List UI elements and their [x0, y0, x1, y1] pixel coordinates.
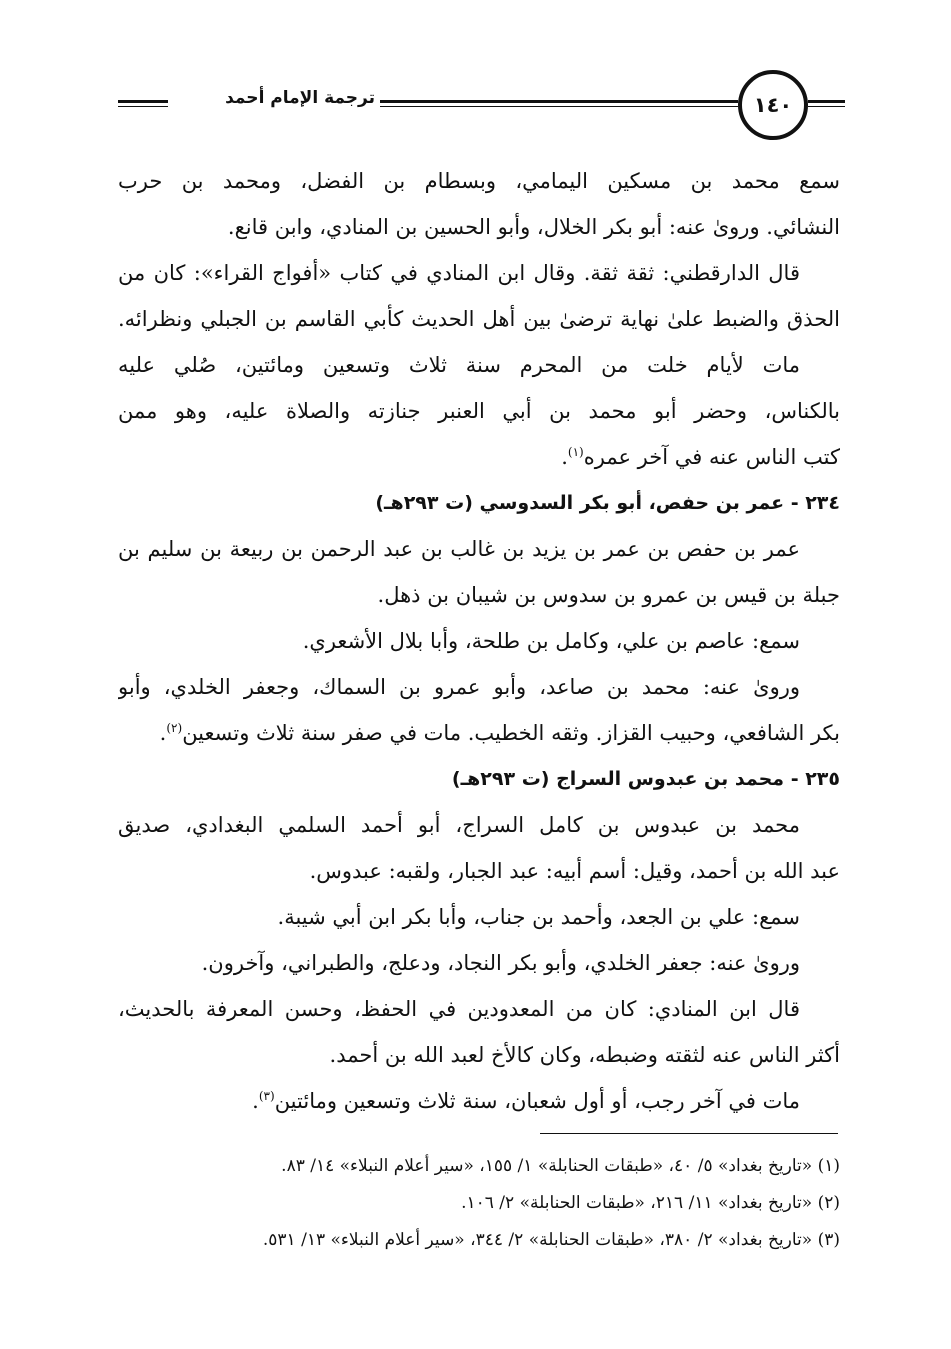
footnote-ref: (٢)	[166, 721, 183, 735]
text-span: مات في آخر رجب، أو أول شعبان، سنة ثلاث وتسعين ومائتين	[274, 1089, 800, 1113]
text-span: بكر الشافعي، وحبيب القزاز. وثقه الخطيب. مات في صفر سنة ثلاث وتسعين	[182, 721, 840, 745]
footnote-1: (١) «تاريخ بغداد» ٥/ ٤٠، «طبقات الحنابلة» ١/ ١٥٥، «سير أعلام النبلاء» ١٤/ ٨٣.	[281, 1156, 840, 1176]
text-line: محمد بن عبدوس بن كامل السراج، أبو أحمد السلمي البغدادي، صديق	[118, 813, 800, 837]
page-body	[118, 158, 840, 1124]
text-line: قال ابن المنادي: كان من المعدودين في الحفظ، وحسن المعرفة بالحديث،	[118, 997, 800, 1021]
header-rule-right	[808, 100, 845, 103]
entry-heading-235: ٢٣٥ - محمد بن عبدوس السراج (ت ٢٩٣هـ)	[451, 768, 840, 790]
header-rule-left-thin	[118, 106, 168, 107]
footnote-ref: (١)	[567, 445, 584, 459]
text-line-with-ref: مات في آخر رجب، أو أول شعبان، سنة ثلاث وتسعين ومائتين$^{(٣)}$.	[252, 1089, 800, 1113]
text-line: سمع: علي بن الجعد، وأحمد بن جناب، وأبا بكر ابن أبي شيبة.	[277, 905, 800, 929]
footnotes	[118, 1148, 840, 1259]
text-line: وروىٰ عنه: محمد بن صاعد، وأبو عمرو بن السماك، وجعفر الخلدي، وأبو	[118, 675, 800, 699]
entry-heading-234: ٢٣٤ - عمر بن حفص، أبو بكر السدوسي (ت ٢٩٣هـ)	[375, 492, 840, 514]
header-title: ترجمة الإمام أحمد	[225, 88, 375, 108]
text-line: أكثر الناس عنه لثقته وضبطه، وكان كالأخ لعبد الله بن أحمد.	[329, 1043, 840, 1067]
text-line: النشائي. وروىٰ عنه: أبو بكر الخلال، وأبو الحسين بن المنادي، وابن قانع.	[227, 215, 840, 239]
text-line: قال الدارقطني: ثقة ثقة. وقال ابن المنادي في كتاب «أفواج القراء»: كان من	[118, 261, 800, 285]
text-line: سمع محمد بن مسكين اليمامي، وبسطام بن الفضل، ومحمد بن حرب	[118, 169, 840, 193]
text-line-with-ref: بكر الشافعي، وحبيب القزاز. وثقه الخطيب. مات في صفر سنة ثلاث وتسعين$^{(٢)}$.	[159, 721, 840, 745]
text-line: مات لأيام خلت من المحرم سنة ثلاث وتسعين ومائتين، صُلي عليه	[118, 353, 800, 377]
text-line: الحذق والضبط علىٰ نهاية ترضىٰ بين أهل الحديث كأبي القاسم بن الجبلي ونظرائه.	[118, 307, 840, 331]
text-line-with-ref: كتب الناس عنه في آخر عمره$^{(١)}$.	[561, 445, 840, 469]
header-rule-middle-thin	[380, 106, 738, 107]
page-number: ١٤٠	[753, 93, 793, 117]
text-line: سمع: عاصم بن علي، وكامل بن طلحة، وأبا بلال الأشعري.	[302, 629, 800, 653]
footnote-2: (٢) «تاريخ بغداد» ١١/ ٢١٦، «طبقات الحنابلة» ٢/ ١٠٦.	[461, 1193, 840, 1213]
footnote-ref: (٣)	[258, 1089, 275, 1103]
text-line: عمر بن حفص بن عمر بن يزيد بن غالب بن عبد الرحمن بن ربيعة بن سليم بن	[118, 537, 800, 561]
header-rule-middle	[380, 100, 738, 103]
header-rule-right-thin	[808, 106, 845, 107]
header-rule-left	[118, 100, 168, 103]
page-number-badge	[738, 70, 808, 140]
text-line: وروىٰ عنه: جعفر الخلدي، وأبو بكر النجاد، ودعلج، والطبراني، وآخرون.	[201, 951, 800, 975]
text-span: كتب الناس عنه في آخر عمره	[583, 445, 840, 469]
footnote-separator	[540, 1133, 838, 1134]
text-line: جبلة بن قيس بن عمرو بن سدوس بن شيبان بن ذهل.	[377, 583, 840, 607]
footnote-3: (٣) «تاريخ بغداد» ٢/ ٣٨٠، «طبقات الحنابلة» ٢/ ٣٤٤، «سير أعلام النبلاء» ١٣/ ٥٣١.	[262, 1230, 840, 1250]
text-line: عبد الله بن أحمد، وقيل: أسم أبيه: عبد الجبار، ولقبه: عبدوس.	[309, 859, 840, 883]
text-line: بالكناس، وحضر أبو محمد بن أبي العنبر جنازته والصلاة عليه، وهو ممن	[118, 399, 840, 423]
running-header	[100, 70, 845, 140]
